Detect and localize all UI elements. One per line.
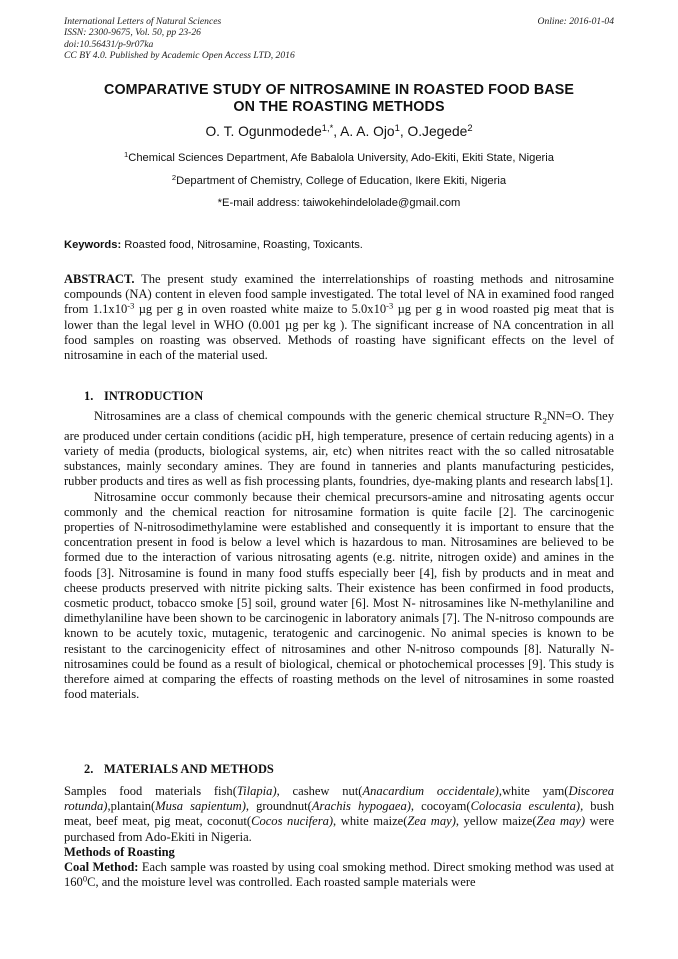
author-1: O. T. Ogunmodede	[205, 124, 322, 139]
paragraph-text: , white maize(	[333, 814, 408, 829]
affiliation-2-marker: 2	[171, 172, 177, 182]
affiliation-1-marker: 1	[124, 149, 129, 159]
section-title: MATERIALS AND METHODS	[104, 762, 274, 776]
paragraph-text: , cashew nut(	[276, 784, 363, 798]
paragraph-text: Samples food materials fish(	[64, 784, 237, 798]
subsection-heading-methods: Methods of Roasting	[64, 844, 175, 859]
title-line-2: ON THE ROASTING METHODS	[233, 99, 445, 115]
online-date: Online: 2016-01-04	[537, 16, 614, 27]
journal-header	[64, 16, 295, 61]
paragraph-text: , cocoyam(	[410, 799, 471, 814]
keywords-label: Keywords:	[64, 239, 122, 251]
paragraph-text: C, and the moisture level was controlled. Each roasted sample materials were	[87, 875, 476, 890]
author-3: O.Jegede	[407, 124, 468, 139]
paragraph-text: Nitrosamines are a class of chemical compounds with the generic chemical structure R	[94, 409, 543, 423]
section-heading-introduction	[84, 389, 203, 404]
journal-name: International Letters of Natural Sciences	[64, 16, 222, 27]
doi-line: doi:10.56431/p-9r07ka	[64, 38, 154, 50]
subscript: 2	[542, 415, 547, 426]
introduction-body	[64, 409, 614, 702]
paragraph-text: , yellow maize(	[455, 814, 537, 829]
author-3-affiliation: 2	[467, 122, 473, 133]
paragraph-text: , groundnut(	[245, 799, 312, 814]
species-name: Tilapia)	[236, 784, 277, 798]
species-name: Zea may)	[536, 814, 586, 829]
affiliation-1	[40, 151, 638, 165]
corresponding-email: *E-mail address: taiwokehindelolade@gmail.com	[217, 197, 461, 209]
degree-superscript: 0	[82, 873, 88, 884]
species-name: Zea may)	[407, 814, 456, 829]
paragraph-text: NN=O. They are produced under certain conditions (acidic pH, high temperature, presence of certain reducing agents) in a variety of media (products, biological systems, air, etc) when nitrites react with the so called nitrosatable substances, mainly secondary amines. They are found in tanneries and plants manufacturing pesticides, rubber products and tires as well as fish processing plants, foundries, dye-making plants and research labs[1].	[64, 409, 614, 489]
issn-line: ISSN: 2300-9675, Vol. 50, pp 23-26	[64, 27, 201, 39]
paragraph	[64, 784, 614, 845]
license-line: CC BY 4.0. Published by Academic Open Access LTD, 2016	[64, 49, 295, 61]
keywords	[64, 238, 624, 252]
paper-title	[40, 82, 638, 116]
abstract	[64, 272, 614, 363]
coal-method-label: Coal Method:	[64, 860, 139, 875]
species-name: Musa sapientum)	[155, 799, 246, 814]
paragraph: Nitrosamine occur commonly because their chemical precursors-amine and nitrosating agents occur commonly and the chemical reaction for nitrosamine formation is quite facile [2]. The carcinogenic properties of N-nitrosodimethylamine were established and consequently it is important to ensure that the concentration present in food is below a level which is hazardous to man. Nitrosamines are believed to be formed due to the interaction of various nitrosating agents (e.g. nitrite, nitrogen oxide) and amines in the foods [3]. Nitrosamine is found in many food stuffs especially beer [4], fish by products and in meat and cheese products preserved with nitrite picking salts. Their existence has been confirmed in food products, cosmetic product, tobacco smoke [5] soil, ground water [6]. Most N- nitrosamines like N-methylaniline and dimethylaniline have been shown to be carcinogenic in laboratory animals [7]. The N-nitroso compounds are known to be acutely toxic, mutagenic, teratogenic and carcinogenic. No animal species is known to be resistant to the carcinogenicity effect of nitrosamines and other N-nitroso compounds [8]. Naturally N-nitrosamines could be found as a result of biological, chemical or photochemical processes [9]. This study is therefore aimed at comparing the effects of roasting methods on the level of nitrosamines in some roasted food materials.	[64, 489, 614, 702]
section-number: 1.	[84, 389, 94, 403]
keywords-text: Roasted food, Nitrosamine, Roasting, Toxicants.	[121, 239, 363, 251]
paragraph	[64, 860, 614, 890]
paragraph-text: Each sample was roasted by using coal smoking method. Direct smoking method was used at 160	[64, 860, 614, 890]
paragraph	[64, 409, 614, 490]
author-1-affiliation: 1,*	[321, 122, 334, 133]
title-line-1: COMPARATIVE STUDY OF NITROSAMINE IN ROASTED FOOD BASE	[104, 82, 574, 98]
materials-body	[64, 784, 614, 890]
paragraph-text: , bush meat, beef meat, pig meat, coconut(	[64, 799, 615, 829]
abstract-label: ABSTRACT.	[64, 272, 135, 286]
author-2: A. A. Ojo	[340, 124, 395, 139]
author-separator: ,	[399, 124, 408, 139]
exponent: -3	[386, 300, 394, 311]
section-heading-materials	[84, 762, 274, 777]
author-list	[40, 123, 638, 141]
paragraph-text: ,plantain(	[107, 799, 156, 814]
paragraph-text: were purchased from Ado-Ekiti in Nigeria.	[64, 814, 615, 844]
species-name: Arachis hypogaea)	[311, 799, 411, 814]
section-title: INTRODUCTION	[104, 389, 204, 403]
author-separator: ,	[333, 124, 341, 139]
species-name: Colocasia esculenta)	[470, 799, 581, 814]
section-number: 2.	[84, 762, 94, 776]
affiliation-1-text: Chemical Sciences Department, Afe Babalola University, Ado-Ekiti, Ekiti State, Nigeria	[128, 152, 554, 164]
abstract-text: µg per g in oven roasted white maize to 5.0x10	[134, 302, 387, 317]
species-name: Cocos nucifera)	[251, 814, 334, 829]
exponent: -3	[127, 300, 135, 311]
affiliation-2	[40, 174, 638, 188]
abstract-text: µg per g in wood roasted pig meat that is lower than the legal level in WHO (0.001 µg per kg ). The significant increase of NA concentration in all food samples on roasting was observed. Methods of roasting have significant effects on the level of nitrosamine in each of the material used.	[64, 302, 614, 363]
affiliation-2-text: Department of Chemistry, College of Education, Ikere Ekiti, Nigeria	[176, 175, 507, 187]
author-2-affiliation: 1	[394, 122, 400, 133]
abstract-text: The present study examined the interrelationships of roasting methods and nitrosamine compounds (NA) content in eleven food sample investigated. The total level of NA in examined food ranged from 1.1x10	[64, 272, 614, 317]
species-name: Anacardium occidentale)	[362, 784, 499, 798]
paragraph-text: ,white yam(	[498, 784, 569, 798]
species-name: Discorea rotunda)	[64, 784, 614, 814]
